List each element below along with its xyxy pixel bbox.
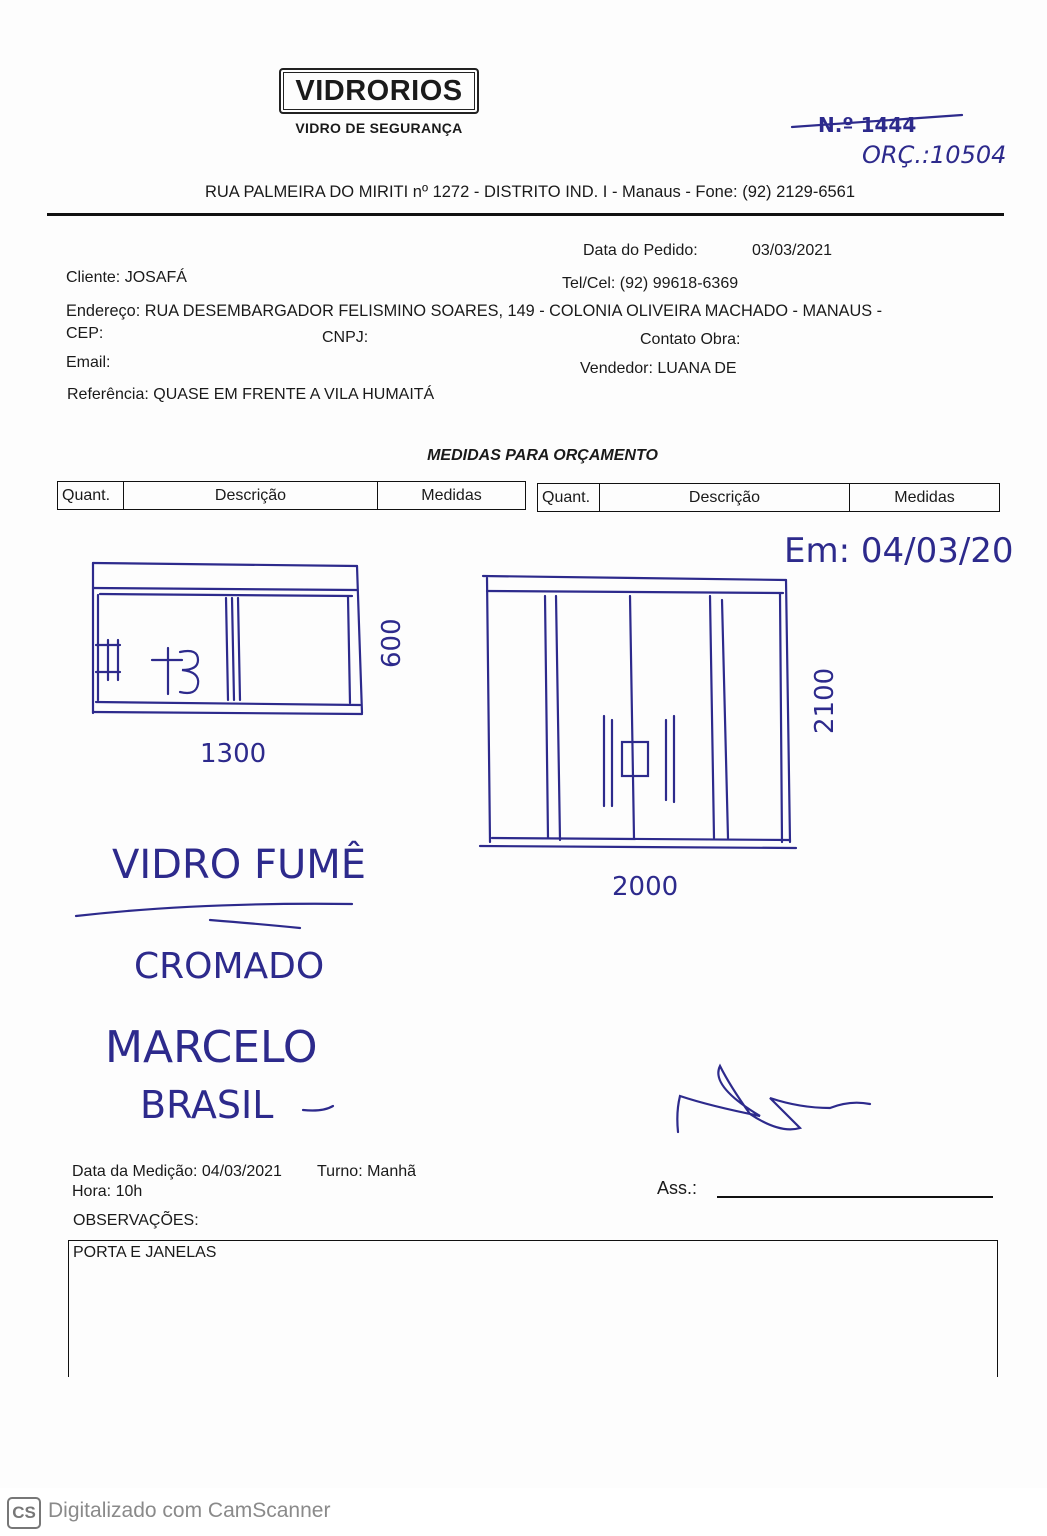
note-name-1: MARCELO [105, 1022, 318, 1073]
window-width-label: 1300 [200, 739, 267, 769]
signature-scribble [677, 1066, 870, 1132]
measure-date-field: Data da Medição: 04/03/2021 [72, 1163, 282, 1180]
orc-number: ORÇ.:10504 [862, 141, 1007, 169]
camscanner-text: Digitalizado com CamScanner [48, 1499, 331, 1522]
underline-stroke [76, 904, 352, 928]
order-date-value: 03/03/2021 [752, 242, 833, 259]
phone-field: Tel/Cel: (92) 99618-6369 [562, 275, 739, 292]
contact-field: Contato Obra: [640, 331, 741, 348]
note-name-2: BRASIL [140, 1083, 274, 1127]
column-quant: Quant. [58, 482, 124, 510]
observations-text: PORTA E JANELAS [73, 1244, 217, 1261]
email-field: Email: [66, 354, 111, 371]
column-measures: Medidas [850, 484, 1000, 512]
measurements-title: MEDIDAS PARA ORÇAMENTO [427, 447, 658, 464]
column-description: Descrição [124, 482, 378, 510]
reference-field: Referência: QUASE EM FRENTE A VILA HUMAITÁ [67, 386, 435, 403]
door-width-label: 2000 [612, 872, 679, 902]
order-date-label: Data do Pedido: [583, 242, 698, 259]
company-logo: VIDRORIOS [279, 68, 479, 114]
note-glass: VIDRO FUMÊ [112, 842, 367, 888]
window-height-label: 600 [377, 618, 407, 668]
company-address: RUA PALMEIRA DO MIRITI nº 1272 - DISTRITO IND. I - Manaus - Fone: (92) 2129-6561 [204, 183, 856, 201]
address-field: Endereço: RUA DESEMBARGADOR FELISMINO SOARES, 149 - COLONIA OLIVEIRA MACHADO - MANAUS - [66, 302, 883, 320]
hour-field: Hora: 10h [72, 1183, 143, 1200]
window-sketch [93, 563, 362, 714]
door-height-label: 2100 [810, 667, 840, 734]
seller-field: Vendedor: LUANA DE [580, 360, 737, 377]
column-quant: Quant. [538, 484, 600, 512]
struck-number: N.º 1444 [818, 113, 917, 137]
sketch-date-note: Em: 04/03/20 [784, 531, 1014, 571]
shift-field: Turno: Manhã [317, 1163, 417, 1180]
column-description: Descrição [600, 484, 850, 512]
signature-line [717, 1196, 993, 1198]
client-field: Cliente: JOSAFÁ [66, 269, 187, 286]
door-sketch [480, 576, 796, 848]
company-tagline: VIDRO DE SEGURANÇA [295, 120, 463, 136]
camscanner-logo: CS [7, 1497, 41, 1529]
cnpj-field: CNPJ: [322, 329, 369, 346]
cep-field: CEP: [66, 325, 104, 342]
observations-label: OBSERVAÇÕES: [73, 1212, 199, 1229]
signature-label: Ass.: [657, 1178, 698, 1198]
note-finish: CROMADO [134, 946, 325, 987]
column-measures: Medidas [378, 482, 526, 510]
